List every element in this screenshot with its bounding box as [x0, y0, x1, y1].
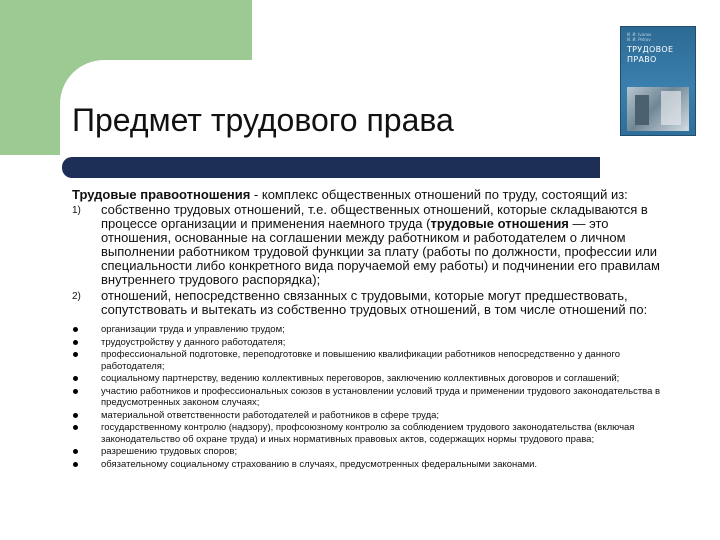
item-bold-term: трудовые отношения	[430, 216, 569, 231]
list-item-text: разрешению трудовых споров;	[101, 446, 238, 457]
item-text-after: — это отношения, основанные на соглашении между работником и работодателем о личном выполнении работником трудовой функции за плату (работы по должности, профессии или специальности либо конкретного вида поручаемой ему работы) и подчинении его правилам внутреннего трудового распорядка);	[101, 216, 660, 287]
item-text-before: собственно трудовых отношений, т.е. общественных отношений, которые складываются в процессе организации и применения наемного труда (	[101, 202, 648, 231]
bullet-icon	[73, 462, 78, 467]
list-item-text: государственному контролю (надзору), профсоюзному контролю за соблюдением трудового законодательства (включая законодательство об охране труда) и иных нормативных правовых актов, содержащих нормы трудового права;	[101, 422, 635, 445]
list-item	[72, 410, 682, 422]
list-item	[72, 324, 682, 336]
list-item-text: организации труда и управлению трудом;	[101, 324, 285, 335]
item-number: 1)	[72, 205, 81, 216]
list-item	[72, 386, 682, 409]
book-cover-photo	[627, 87, 689, 131]
bullet-icon	[73, 413, 78, 418]
numbered-item-2	[72, 289, 682, 317]
item-number: 2)	[72, 291, 81, 302]
bullet-icon	[73, 376, 78, 381]
bullet-icon	[73, 352, 78, 357]
book-title-line-2: ПРАВО	[627, 55, 657, 64]
book-author-2: И. И. Petrov	[627, 37, 651, 42]
textbook-cover-image	[620, 26, 696, 136]
bullet-icon	[73, 340, 78, 345]
bullet-icon	[73, 327, 78, 332]
title-underline-bar	[62, 157, 600, 178]
list-item-text: социальному партнерству, ведению коллективных переговоров, заключению коллективных договоров и соглашений;	[101, 373, 620, 384]
list-item	[72, 373, 682, 385]
list-item-text: профессиональной подготовке, переподготовке и повышению квалификации работников непосредственно у данного работодателя;	[101, 349, 621, 372]
slide-content	[72, 188, 682, 470]
bullet-list	[72, 324, 682, 470]
slide-title: Предмет трудового права	[72, 102, 454, 138]
list-item-text: материальной ответственности работодателей и работников в сфере труда;	[101, 409, 440, 421]
list-item-text: обязательному социальному страхованию в случаях, предусмотренных федеральными законами.	[101, 458, 538, 470]
list-item	[72, 337, 682, 349]
list-item	[72, 422, 682, 445]
numbered-item-1	[72, 203, 682, 287]
list-item	[72, 459, 682, 471]
item-text: отношений, непосредственно связанных с трудовыми, которые могут предшествовать, сопутствовать и вытекать из собственно трудовых отношений, в том числе отношений по:	[101, 288, 648, 317]
bullet-icon	[73, 425, 78, 430]
term-bold: Трудовые правоотношения	[72, 187, 251, 202]
book-author-1: И. И. Ivanov	[627, 32, 652, 37]
list-item-text: трудоустройству у данного работодателя;	[101, 336, 286, 348]
list-item-text: участию работников и профессиональных союзов в установлении условий труда и применении трудового законодательства в предусмотренных законом случаях;	[101, 385, 661, 408]
bullet-icon	[73, 449, 78, 454]
list-item	[72, 446, 682, 458]
definition-text: - комплекс общественных отношений по труду, состоящий из:	[250, 187, 628, 202]
definition-paragraph	[72, 188, 682, 202]
list-item	[72, 349, 682, 372]
bullet-icon	[73, 389, 78, 394]
book-title-line-1: ТРУДОВОЕ	[627, 45, 674, 54]
